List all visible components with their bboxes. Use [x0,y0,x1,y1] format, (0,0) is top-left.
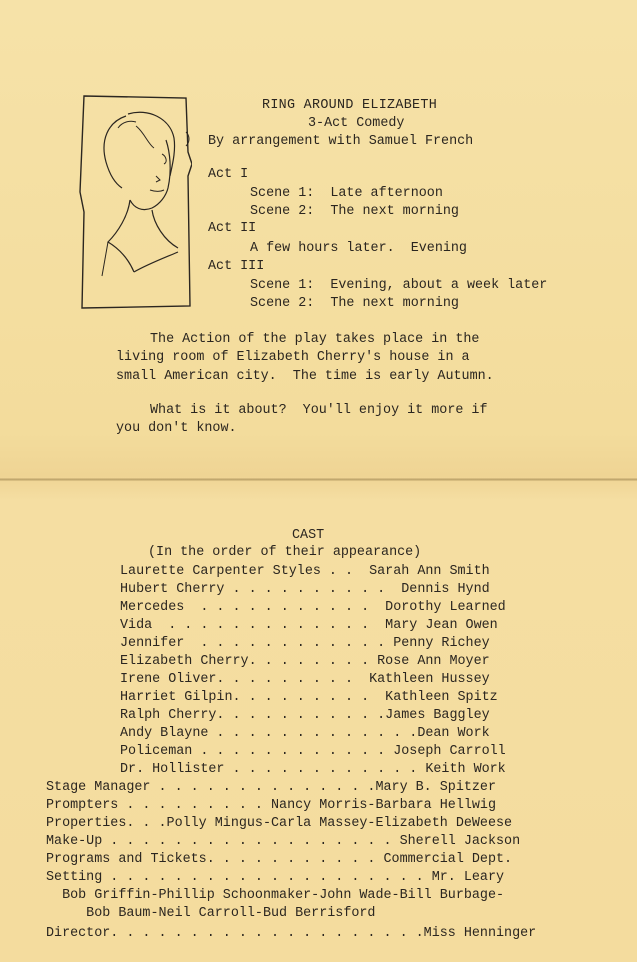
cast-line: Andy Blayne . . . . . . . . . . . . .Dean Work [120,726,490,741]
play-title: RING AROUND ELIZABETH [262,98,438,113]
act-3-scene-1: Scene 1: Evening, about a week later [250,278,548,293]
crew-line: Properties. . .Polly Mingus-Carla Massey-Elizabeth DeWeese [46,816,513,831]
setting-line-2: living room of Elizabeth Cherry's house in a [116,350,470,365]
setting-line-3: small American city. The time is early Autumn. [116,369,494,384]
crew-line: Stage Manager . . . . . . . . . . . . . .Mary B. Spitzer [46,780,496,795]
crew-line: Setting . . . . . . . . . . . . . . . . . . . . Mr. Leary [46,870,505,885]
setting-line-1: The Action of the play takes place in the [150,332,480,347]
cast-line: Dr. Hollister . . . . . . . . . . . . Keith Work [120,762,506,777]
play-subtitle: 3-Act Comedy [308,116,405,131]
cast-line: Jennifer . . . . . . . . . . . . Penny Richey [120,636,490,651]
crew-line: Bob Baum-Neil Carroll-Bud Berrisford [46,906,376,921]
page-fold [0,478,637,481]
cast-heading: CAST [292,528,325,543]
about-line-1: What is it about? You'll enjoy it more if [150,403,488,418]
act-3-scene-2: Scene 2: The next morning [250,296,459,311]
act-1-heading: Act I [208,167,249,182]
cast-line: Policeman . . . . . . . . . . . . Joseph Carroll [120,744,506,759]
cast-line: Vida . . . . . . . . . . . . . Mary Jean Owen [120,618,498,633]
crew-line: Director. . . . . . . . . . . . . . . . . . . .Miss Henninger [46,926,537,941]
act-1-scene-2: Scene 2: The next morning [250,204,459,219]
act-2-heading: Act II [208,221,257,236]
cast-line: Irene Oliver. . . . . . . . . Kathleen Hussey [120,672,490,687]
cast-line: Harriet Gilpin. . . . . . . . . Kathleen Spitz [120,690,498,705]
cast-line: Mercedes . . . . . . . . . . . Dorothy Learned [120,600,506,615]
crew-line: Bob Griffin-Phillip Schoonmaker-John Wade-Bill Burbage- [46,888,505,903]
crew-line: Make-Up . . . . . . . . . . . . . . . . . . Sherell Jackson [46,834,521,849]
cast-line: Elizabeth Cherry. . . . . . . . Rose Ann Moyer [120,654,490,669]
act-2-description: A few hours later. Evening [250,241,467,256]
arrangement-line: By arrangement with Samuel French [208,134,474,149]
crew-line: Prompters . . . . . . . . . Nancy Morris-Barbara Hellwig [46,798,496,813]
act-1-scene-1: Scene 1: Late afternoon [250,186,443,201]
portrait-sketch [78,92,192,310]
crew-line: Programs and Tickets. . . . . . . . . . . Commercial Dept. [46,852,513,867]
cast-line: Ralph Cherry. . . . . . . . . . .James Baggley [120,708,490,723]
about-line-2: you don't know. [116,421,237,436]
act-3-heading: Act III [208,259,265,274]
cast-line: Laurette Carpenter Styles . . Sarah Ann Smith [120,564,490,579]
cast-line: Hubert Cherry . . . . . . . . . . Dennis Hynd [120,582,490,597]
cast-subheading: (In the order of their appearance) [148,545,422,560]
